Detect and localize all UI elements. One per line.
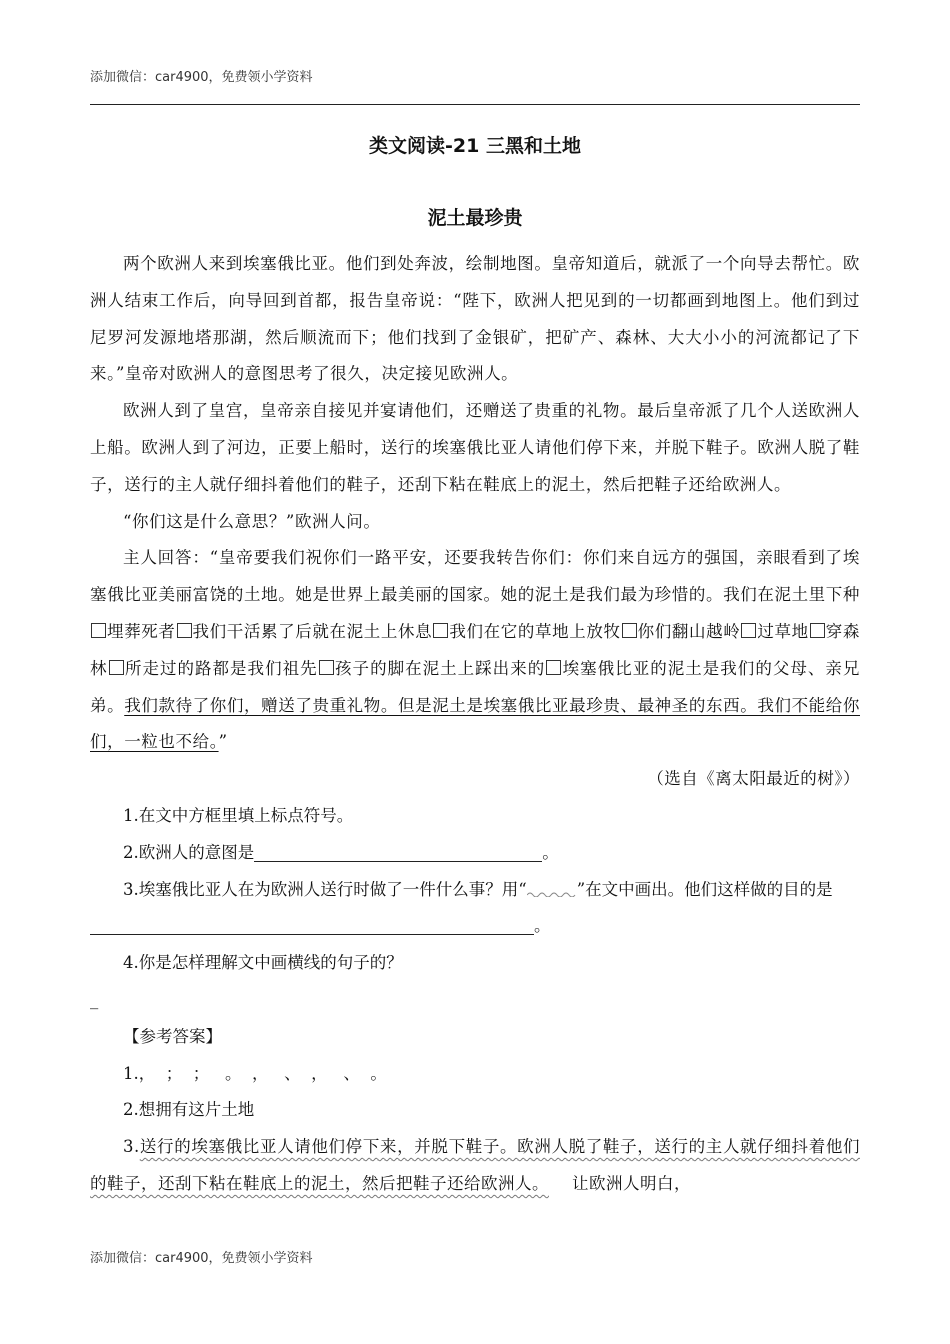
paragraph-4-text: 穿森林	[90, 621, 860, 678]
paragraph-4-text: 孩子的脚在泥土上踩出来的	[334, 658, 546, 678]
answer-1: 1.， ； ； 。 ， 、 ， 、 。	[123, 1063, 387, 1083]
question-2-suffix: 。	[542, 842, 559, 862]
page-title: 类文阅读-21 三黑和土地	[369, 135, 581, 157]
paragraph-4-text: 所走过的路都是我们祖先	[124, 658, 318, 678]
wavy-underlined-answer: 送行的埃塞俄比亚人请他们停下来，并脱下鞋子。欧洲人脱了鞋子，送行的主人就仔细抖着他们的鞋子，还刮下粘在鞋底上的泥土，然后把鞋子还给欧洲人。	[90, 1137, 860, 1193]
paragraph-4-text: 过草地	[757, 621, 809, 641]
closing-quote: ”	[218, 732, 228, 752]
answer-3	[90, 1129, 860, 1203]
question-3-suffix: 。	[534, 916, 551, 936]
paragraph-4-text: 我们干活累了后就在泥土上休息	[192, 621, 433, 641]
question-3-part1: 3.埃塞俄比亚人在为欧洲人送行时做了一件什么事？用“	[123, 879, 527, 899]
header-note: 添加微信：car4900，免费领小学资料	[90, 70, 313, 85]
question-4: 4.你是怎样理解文中画横线的句子的？	[123, 953, 403, 973]
underlined-sentence: 我们款待了你们，赠送了贵重礼物。但是泥土是埃塞俄比亚最珍贵、最神圣的东西。我们不能给你们，一粒也不给。	[90, 695, 860, 752]
paragraph-4	[90, 540, 860, 761]
paragraph-4-text: 我们在它的草地上放牧	[449, 621, 621, 641]
punctuation-blank-box[interactable]	[546, 660, 561, 675]
answer-blank-short[interactable]: _	[90, 989, 99, 1009]
paragraph-2: 欧洲人到了皇宫，皇帝亲自接见并宴请他们，还赠送了贵重的礼物。最后皇帝派了几个人送欧洲人上船。欧洲人到了河边，正要上船时，送行的埃塞俄比亚人请他们停下来，并脱下鞋子。欧洲人脱了鞋子，送行的主人就仔细抖着他们的鞋子，还刮下粘在鞋底上的泥土，然后把鞋子还给欧洲人。	[90, 401, 860, 494]
punctuation-blank-box[interactable]	[741, 623, 756, 638]
punctuation-blank-box[interactable]	[622, 623, 637, 638]
document-body	[90, 128, 860, 1203]
punctuation-blank-box[interactable]	[109, 660, 124, 675]
paragraph-4-text: 你们翻山越岭	[637, 621, 741, 641]
article-title: 泥土最珍贵	[427, 207, 523, 229]
wavy-line-icon	[527, 887, 577, 897]
punctuation-blank-box[interactable]	[810, 623, 825, 638]
punctuation-blank-box[interactable]	[91, 623, 106, 638]
paragraph-4-text: 埃塞俄比亚的泥土是我们的父母、亲兄弟。	[90, 658, 861, 715]
source-citation: （选自《离太阳最近的树》）	[647, 769, 860, 789]
question-3	[90, 872, 860, 946]
paragraph-1: 两个欧洲人来到埃塞俄比亚。他们到处奔波，绘制地图。皇帝知道后，就派了一个向导去帮忙。欧洲人结束工作后，向导回到首都，报告皇帝说：“陛下，欧洲人把见到的一切都画到地图上。他们到过尼罗河发源地塔那湖，然后顺流而下；他们找到了金银矿，把矿产、森林、大大小小的河流都记了下来。”皇帝对欧洲人的意图思考了很久，决定接见欧洲人。	[90, 254, 860, 384]
question-2	[90, 835, 860, 872]
answer-blank-line[interactable]	[90, 914, 534, 935]
punctuation-blank-box[interactable]	[177, 623, 192, 638]
punctuation-blank-box[interactable]	[319, 660, 334, 675]
question-2-prefix: 2.欧洲人的意图是	[123, 842, 255, 862]
header-divider	[90, 104, 860, 105]
answer-3-rest: 让欧洲人明白，	[549, 1173, 691, 1193]
question-3-part2: ”在文中画出。他们这样做的目的是	[576, 879, 833, 899]
answer-heading: 【参考答案】	[123, 1026, 222, 1046]
paragraph-4-text: 埋葬死者	[107, 621, 176, 641]
footer-note: 添加微信：car4900，免费领小学资料	[90, 1251, 313, 1266]
question-1: 1.在文中方框里填上标点符号。	[123, 805, 354, 825]
punctuation-blank-box[interactable]	[433, 623, 448, 638]
answer-2: 2.想拥有这片土地	[123, 1100, 255, 1120]
paragraph-4-text: 主人回答：“皇帝要我们祝你们一路平安，还要我转告你们：你们来自远方的强国，亲眼看到了埃塞俄比亚美丽富饶的土地。她是世界上最美丽的国家。她的泥土是我们最为珍惜的。我们在泥土里下种	[90, 548, 860, 605]
paragraph-3: “你们这是什么意思？”欧洲人问。	[123, 511, 381, 531]
answer-blank-line[interactable]	[254, 841, 542, 862]
answer-3-prefix: 3.	[123, 1137, 140, 1157]
